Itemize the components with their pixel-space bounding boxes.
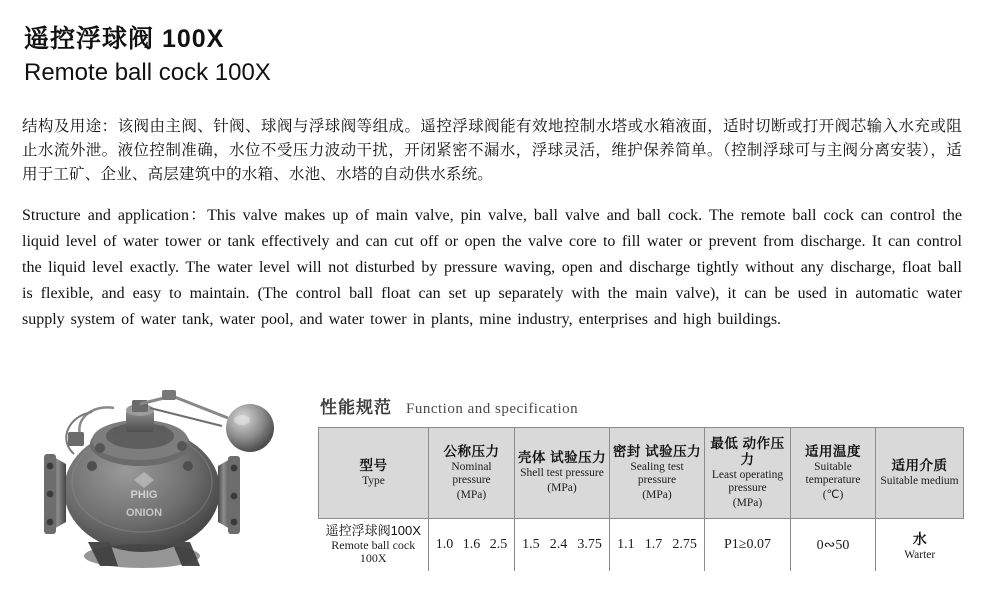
valve-illustration xyxy=(22,370,307,595)
cell-nominal-pressure xyxy=(429,519,515,572)
header-cn: 公称压力 xyxy=(443,443,500,459)
cell-suitable-medium xyxy=(876,519,964,572)
value: 3.75 xyxy=(577,537,602,552)
body-marking-2: ONION xyxy=(125,507,163,519)
type-en: Remote ball cock 100X xyxy=(331,537,416,566)
medium-cn: 水 xyxy=(912,531,927,547)
header-unit: (℃) xyxy=(822,488,844,501)
table-row xyxy=(319,519,964,572)
page-title-en: Remote ball cock 100X xyxy=(24,59,271,87)
header-unit: (MPa) xyxy=(456,488,487,501)
description-cn: 结构及用途：该阀由主阀、针阀、球阀与浮球阀等组成。遥控浮球阀能有效地控制水塔或水箱液面，适时切断或打开阀芯输入水充或阻止水流外泄。液位控制准确，水位不受压力波动干扰，开闭紧密不漏水，浮球灵活，维护保养简单。（控制浮球可与主阀分离安装），适用于工矿、企业、高层建筑中的水箱、水池、水塔的自动供水系统。 xyxy=(22,117,962,184)
value: 1.6 xyxy=(462,537,481,552)
value: 1.5 xyxy=(522,537,540,552)
value: 2.5 xyxy=(489,537,508,552)
header-cn: 密封 试验压力 xyxy=(612,443,702,459)
column-header-suitable-medium xyxy=(876,428,964,519)
spec-heading-cn: 性能规范 xyxy=(320,398,392,417)
header-en: Nominal pressure xyxy=(451,460,492,487)
column-header-nominal-pressure xyxy=(429,428,515,519)
specification-section xyxy=(318,393,963,571)
value: 1.0 xyxy=(435,537,454,552)
medium-en: Warter xyxy=(904,549,936,561)
column-header-suitable-temperature xyxy=(791,428,876,519)
cell-shell-test-pressure xyxy=(515,519,610,572)
header-cn: 最低 动作压力 xyxy=(710,435,785,467)
header-cn: 适用介质 xyxy=(891,457,948,473)
value: 1.7 xyxy=(644,537,663,552)
spec-heading-en: Function and specification xyxy=(406,401,579,417)
header-en: Shell test pressure xyxy=(520,467,604,480)
header-unit: (MPa) xyxy=(642,488,672,501)
cell-suitable-temperature: 0∾50 xyxy=(791,519,876,572)
header-en: Sealing test pressure xyxy=(630,460,684,487)
description-en: Structure and application：This valve makes up of main valve, pin valve, ball valve and ball cock. The remote ball cock can control the liquid level of water tower or tank effectively and can cut off or open the valve core to fill water or prevent from discharge. It can control the liquid level exactly. The water level will not disturbed by pressure waving, open and discharge tightly without any discharge, float ball is flexible, and easy to maintain. (The control ball float can set up separately with the main valve), it can be used in automatic water supply system of water tank, water pool, and water tower in plants, mine industry, enterprises and high buildings. xyxy=(22,207,962,329)
body-marking-1: PHIG xyxy=(130,489,158,501)
header-en: Type xyxy=(362,474,385,487)
specification-table xyxy=(318,427,964,571)
title-block xyxy=(24,24,954,88)
cell-least-operating-pressure: P1≥0.07 xyxy=(705,519,791,572)
value: 2.75 xyxy=(672,537,697,552)
header-cn: 型号 xyxy=(359,457,388,473)
column-header-shell-test-pressure xyxy=(515,428,610,519)
cell-sealing-test-pressure xyxy=(610,519,705,572)
header-unit: (MPa) xyxy=(547,481,577,494)
table-header-row xyxy=(319,428,964,519)
value: 1.1 xyxy=(617,537,635,552)
spec-heading xyxy=(318,393,963,418)
product-photo xyxy=(22,370,307,595)
column-header-sealing-test-pressure xyxy=(610,428,705,519)
value: 2.4 xyxy=(549,537,568,552)
header-en: Suitable temperature xyxy=(805,460,861,487)
column-header-least-operating-pressure xyxy=(705,428,791,519)
header-en: Least operating pressure xyxy=(711,468,784,495)
header-cn: 壳体 试验压力 xyxy=(517,450,607,466)
cell-type xyxy=(319,519,429,572)
type-cn: 遥控浮球阀100X xyxy=(325,522,421,538)
header-cn: 适用温度 xyxy=(805,443,861,459)
column-header-type xyxy=(319,428,429,519)
description-block xyxy=(22,99,962,349)
header-unit: (MPa) xyxy=(732,496,763,509)
page-title-cn: 遥控浮球阀 100X xyxy=(24,25,225,53)
header-en: Suitable medium xyxy=(880,474,959,487)
